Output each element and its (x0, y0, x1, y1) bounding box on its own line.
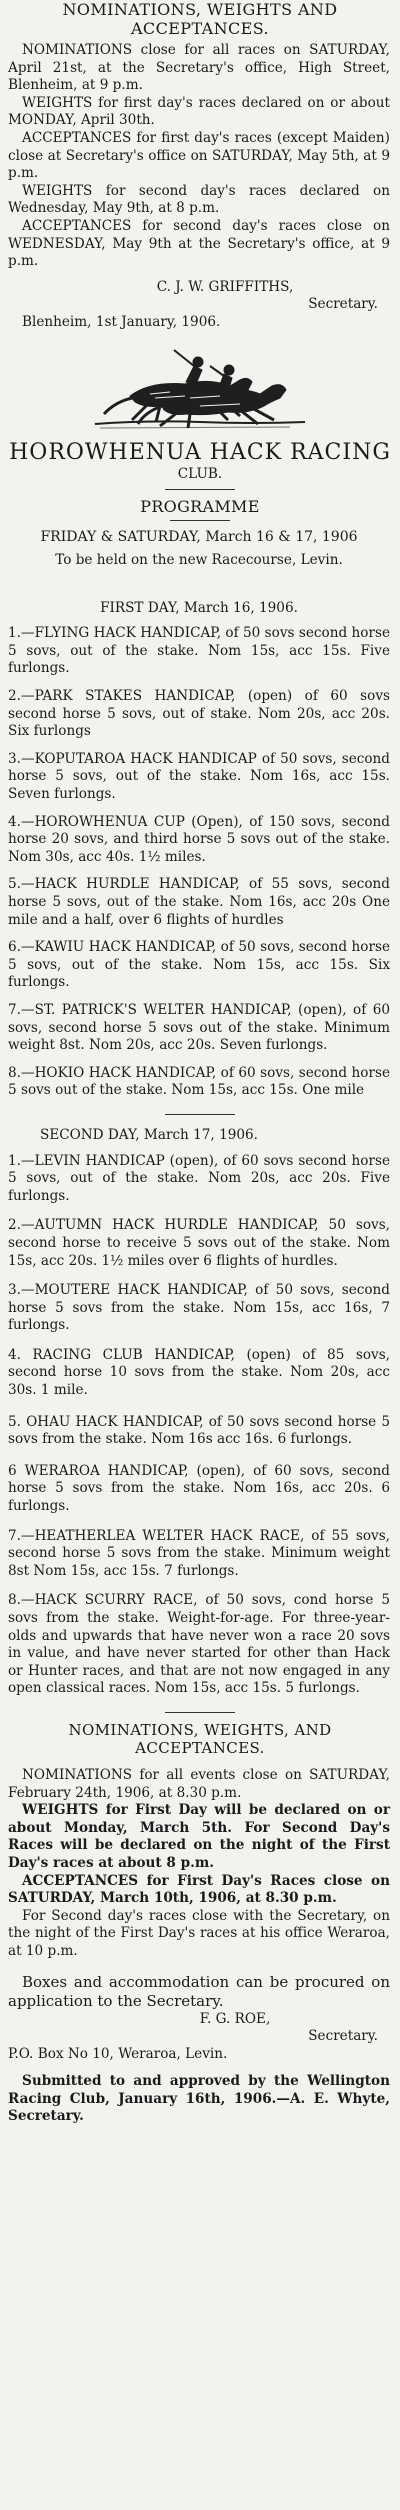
bottom-notice-signature-title: Secretary. (308, 2028, 378, 2045)
bottom-notice-heading: NOMINATIONS, WEIGHTS, AND ACCEPTANCES. (68, 1720, 332, 1757)
race-entry: 2.—PARK STAKES HANDICAP, (open) of 60 sovs second horse 5 sovs, out of stake. Nom 20s, acc 20s. Six furlongs (8, 688, 390, 740)
top-notice-para-4: WEIGHTS for second day's races declared on Wednesday, May 9th, at 8 p.m. (8, 182, 390, 217)
race-entry: 1.—LEVIN HANDICAP (open), of 60 sovs second horse 5 sovs, out of the stake. Nom 20s, acc 20s. Five furlongs. (8, 1152, 390, 1204)
race-entry: 8.—HACK SCURRY RACE, of 50 sovs, cond horse 5 sovs from the stake. Weight-for-age. For three-year-olds and upwards that have never won a race 20 sovs in value, and have never started for other than Hack or Hunter races, and that are not now engaged in any open classical races. Nom 15s, acc 15s. 5 furlongs. (8, 1592, 390, 1697)
club-name-line2: CLUB. (177, 465, 223, 482)
race-entry: 4.—HOROWHENUA CUP (Open), of 150 sovs, second horse 20 sovs, and third horse 5 sovs out of the stake. Nom 30s, acc 40s. 1½ miles. (8, 813, 390, 865)
top-notice-signature: C. J. W. GRIFFITHS, (156, 278, 294, 295)
top-notice-heading: NOMINATIONS, WEIGHTS AND ACCEPTANCES. (62, 0, 338, 38)
top-notice-para-2: WEIGHTS for first day's races declared on or about MONDAY, April 30th. (8, 94, 390, 129)
bottom-notice-para-4: For Second day's races close with the Secretary, on the night of the First Day's races at his office Weraroa, at 10 p.m. (8, 1907, 390, 1959)
race-entry: 2.—AUTUMN HACK HURDLE HANDICAP, 50 sovs, second horse to receive 5 sovs out of the stake. Nom 15s, acc 20s. 1½ miles over 6 flights of hurdles. (8, 1217, 390, 1269)
race-entry: 5. OHAU HACK HANDICAP, of 50 sovs second horse 5 sovs from the stake. Nom 16s acc 16s. 6 furlongs. (8, 1413, 390, 1448)
divider (170, 520, 230, 521)
venue: To be held on the new Racecourse, Levin. (55, 552, 343, 569)
first-day-races (0, 625, 400, 1100)
top-notice-dateline: Blenheim, 1st January, 1906. (22, 313, 221, 330)
club-name: HOROWHENUA HACK RACING (9, 439, 391, 465)
divider (165, 1712, 235, 1713)
bottom-notice-para-5: Boxes and accommodation can be procured on application to the Secretary. (8, 1972, 390, 2010)
second-day-heading: SECOND DAY, March 17, 1906. (40, 1126, 258, 1143)
race-dates: FRIDAY & SATURDAY, March 16 & 17, 1906 (40, 528, 358, 545)
race-entry: 3.—KOPUTAROA HACK HANDICAP of 50 sovs, second horse 5 sovs, out of the stake. Nom 16s, acc 15s. Seven furlongs. (8, 750, 390, 803)
top-notice-para-3: ACCEPTANCES for first day's races (except Maiden) close at Secretary's office on SATURDAY, May 5th, at 9 p.m. (8, 129, 390, 182)
divider (165, 489, 235, 490)
bottom-notice-para-1: NOMINATIONS for all events close on SATURDAY, February 24th, 1906, at 8.30 p.m. (8, 1766, 390, 1801)
racing-horses-icon (90, 336, 310, 432)
bottom-notice-para-3: ACCEPTANCES for First Day's Races close on SATURDAY, March 10th, 1906, at 8.30 p.m. (8, 1872, 390, 1907)
race-entry: 7.—ST. PATRICK'S WELTER HANDICAP, (open), of 60 sovs, second horse 5 sovs out of the stake. Minimum weight 8st. Nom 20s, acc 20s. Seven furlongs. (8, 1001, 390, 1054)
race-entry: 4. RACING CLUB HANDICAP, (open) of 85 sovs, second horse 10 sovs from the stake. Nom 20s, acc 30s. 1 mile. (8, 1346, 390, 1399)
race-entry: 6 WERAROA HANDICAP, (open), of 60 sovs, second horse 5 sovs from the stake. Nom 16s, acc 20s. 6 furlongs. (8, 1462, 390, 1515)
race-entry: 8.—HOKIO HACK HANDICAP, of 60 sovs, second horse 5 sovs out of the stake. Nom 15s, acc 15s. One mile (8, 1064, 390, 1099)
race-entry: 5.—HACK HURDLE HANDICAP, of 55 sovs, second horse 5 sovs, out of the stake. Nom 16s, acc 20s One mile and a half, over 6 flights of hurdles (8, 876, 390, 928)
bottom-notice-signature: F. G. ROE, (199, 2010, 271, 2027)
programme-heading: PROGRAMME (140, 496, 260, 516)
approval-notice: Submitted to and approved by the Wellington Racing Club, January 16th, 1906.—A. E. Whyte, Secretary. (8, 2073, 390, 2125)
race-entry: 3.—MOUTERE HACK HANDICAP, of 50 sovs, second horse 5 sovs from the stake. Nom 15s, acc 16s, 7 furlongs. (8, 1282, 390, 1334)
first-day-heading: FIRST DAY, March 16, 1906. (100, 599, 298, 616)
race-entry: 6.—KAWIU HACK HANDICAP, of 50 sovs, second horse 5 sovs, out of the stake. Nom 15s, acc 15s. Six furlongs. (8, 939, 390, 991)
top-notice-signature-title: Secretary. (308, 296, 378, 313)
top-notice-para-1: NOMINATIONS close for all races on SATURDAY, April 21st, at the Secretary's office, High Street, Blenheim, at 9 p.m. (8, 42, 390, 94)
bottom-notice-para-2: WEIGHTS for First Day will be declared on or about Monday, March 5th. For Second Day's Races will be declared on the night of the First Day's races at about 8 p.m. (8, 1802, 390, 1871)
race-entry: 1.—FLYING HACK HANDICAP, of 50 sovs second horse 5 sovs, out of the stake. Nom 15s, acc 15s. Five furlongs. (8, 625, 390, 677)
bottom-notice-address: P.O. Box No 10, Weraroa, Levin. (8, 2045, 228, 2062)
top-notice-para-5: ACCEPTANCES for second day's races close on WEDNESDAY, May 9th at the Secretary's office, at 9 p.m. (8, 217, 390, 270)
divider (165, 1114, 235, 1115)
second-day-races (0, 1153, 400, 1698)
race-entry: 7.—HEATHERLEA WELTER HACK RACE, of 55 sovs, second horse 5 sovs from the stake. Minimum weight 8st Nom 15s, acc 15s. 7 furlongs. (8, 1527, 390, 1579)
